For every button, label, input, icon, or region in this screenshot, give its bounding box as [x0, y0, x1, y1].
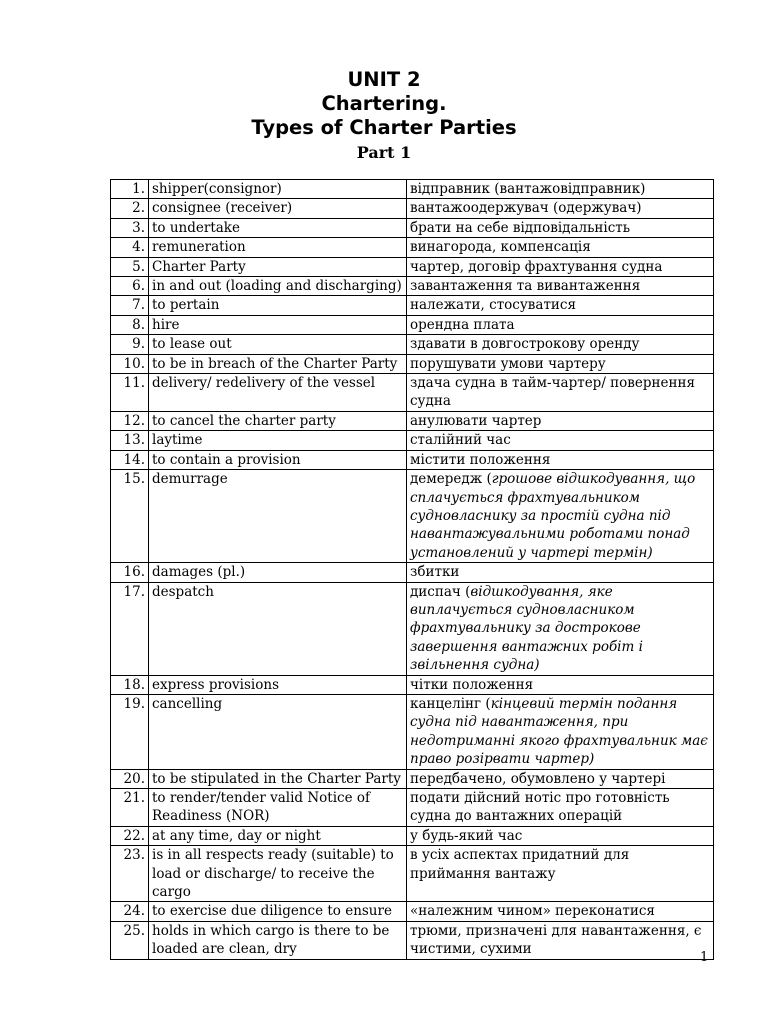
table-row — [111, 315, 714, 334]
table-row — [111, 238, 714, 257]
english-term: shipper(consignor) — [149, 180, 407, 199]
title-block — [0, 68, 768, 164]
topic-heading: Chartering. — [321, 92, 447, 115]
translation-text: брати на себе відповідальність — [410, 219, 631, 236]
ukrainian-translation — [407, 694, 714, 769]
table-row — [111, 411, 714, 430]
table-row — [111, 199, 714, 218]
translation-text: чартер, договір фрахтування судна — [410, 258, 663, 275]
ukrainian-translation — [407, 277, 714, 296]
row-number: 2. — [111, 199, 149, 218]
table-row — [111, 354, 714, 373]
english-term: to undertake — [149, 218, 407, 237]
ukrainian-translation — [407, 789, 714, 827]
english-term: damages (pl.) — [149, 563, 407, 582]
row-number: 22. — [111, 826, 149, 845]
translation-text: подати дійсний нотіс про готовність судна до вантажних операцій — [410, 790, 670, 825]
english-term: holds in which cargo is there to be loaded are clean, dry — [149, 921, 407, 959]
row-number: 20. — [111, 769, 149, 788]
table-row — [111, 694, 714, 769]
ukrainian-translation — [407, 902, 714, 921]
ukrainian-translation — [407, 411, 714, 430]
row-number: 24. — [111, 902, 149, 921]
translation-text: демередж ( — [410, 471, 492, 488]
translation-text: сталійний час — [410, 432, 511, 449]
english-term: demurrage — [149, 470, 407, 563]
row-number: 19. — [111, 694, 149, 769]
row-number: 18. — [111, 675, 149, 694]
row-number: 23. — [111, 846, 149, 902]
english-term: express provisions — [149, 675, 407, 694]
translation-text: анулювати чартер — [410, 412, 542, 429]
ukrainian-translation — [407, 354, 714, 373]
row-number: 8. — [111, 315, 149, 334]
translation-text: чітки положення — [410, 676, 534, 693]
ukrainian-translation — [407, 921, 714, 959]
table-row — [111, 563, 714, 582]
translation-text: передбачено, обумовлено у чартері — [410, 770, 666, 787]
ukrainian-translation — [407, 826, 714, 845]
translation-definition: відшкодування, яке виплачується судновласником фрахтувальнику за дострокове завершення вантажних робіт і звільнення судна) — [410, 583, 643, 674]
translation-text: відправник (вантажовідправник) — [410, 181, 646, 197]
translation-text: винагорода, компенсація — [410, 239, 591, 256]
english-term: to be in breach of the Charter Party — [149, 354, 407, 373]
table-row — [111, 180, 714, 199]
row-number: 21. — [111, 789, 149, 827]
row-number: 4. — [111, 238, 149, 257]
table-row — [111, 846, 714, 902]
page-number: 1 — [700, 950, 709, 965]
english-term: in and out (loading and discharging) — [149, 277, 407, 296]
row-number: 14. — [111, 450, 149, 469]
translation-text: орендна плата — [410, 316, 515, 333]
table-row — [111, 826, 714, 845]
english-term: consignee (receiver) — [149, 199, 407, 218]
row-number: 25. — [111, 921, 149, 959]
ukrainian-translation — [407, 769, 714, 788]
ukrainian-translation — [407, 238, 714, 257]
ukrainian-translation — [407, 431, 714, 450]
ukrainian-translation — [407, 199, 714, 218]
row-number: 10. — [111, 354, 149, 373]
table-row — [111, 257, 714, 276]
english-term: is in all respects ready (suitable) to load or discharge/ to receive the cargo — [149, 846, 407, 902]
english-term: Charter Party — [149, 257, 407, 276]
english-term: laytime — [149, 431, 407, 450]
row-number: 17. — [111, 582, 149, 675]
table-row — [111, 921, 714, 959]
ukrainian-translation — [407, 218, 714, 237]
ukrainian-translation — [407, 374, 714, 412]
table-row — [111, 335, 714, 354]
english-term: to exercise due diligence to ensure — [149, 902, 407, 921]
row-number: 15. — [111, 470, 149, 563]
translation-text: збитки — [410, 564, 460, 581]
translation-text: трюми, призначені для навантаження, є чистими, сухими — [410, 922, 702, 958]
ukrainian-translation — [407, 335, 714, 354]
english-term: to pertain — [149, 296, 407, 315]
translation-text: вантажоодержувач (одержувач) — [410, 200, 642, 217]
ukrainian-translation — [407, 470, 714, 563]
part-heading: Part 1 — [356, 143, 412, 162]
row-number: 7. — [111, 296, 149, 315]
row-number: 11. — [111, 374, 149, 412]
ukrainian-translation — [407, 563, 714, 582]
row-number: 13. — [111, 431, 149, 450]
unit-heading: UNIT 2 — [347, 68, 421, 91]
row-number: 16. — [111, 563, 149, 582]
table-row — [111, 277, 714, 296]
table-row — [111, 582, 714, 675]
row-number: 9. — [111, 335, 149, 354]
row-number: 6. — [111, 277, 149, 296]
ukrainian-translation — [407, 582, 714, 675]
translation-text: порушувати умови чартеру — [410, 355, 606, 372]
translation-text: канцелінг ( — [410, 695, 491, 712]
translation-text: диспач ( — [410, 583, 471, 600]
table-row — [111, 296, 714, 315]
english-term: remuneration — [149, 238, 407, 257]
translation-text: здача судна в тайм-чартер/ повернення судна — [410, 375, 696, 410]
ukrainian-translation — [407, 296, 714, 315]
translation-text: містити положення — [410, 451, 551, 468]
table-row — [111, 374, 714, 412]
english-term: to be stipulated in the Charter Party — [149, 769, 407, 788]
ukrainian-translation — [407, 257, 714, 276]
english-term: to cancel the charter party — [149, 411, 407, 430]
english-term: at any time, day or night — [149, 826, 407, 845]
translation-definition: кінцевий термін подання судна під навантаження, при недотриманні якого фрахтувальник має право розірвати чартер) — [410, 695, 708, 768]
english-term: to lease out — [149, 335, 407, 354]
ukrainian-translation — [407, 846, 714, 902]
table-row — [111, 470, 714, 563]
translation-text: «належним чином» переконатися — [410, 903, 655, 920]
translation-text: здавати в довгострокову оренду — [410, 336, 640, 353]
subtitle-heading: Types of Charter Parties — [251, 116, 517, 139]
translation-text: у будь-який час — [410, 827, 523, 844]
table-row — [111, 450, 714, 469]
english-term: delivery/ redelivery of the vessel — [149, 374, 407, 412]
row-number: 3. — [111, 218, 149, 237]
ukrainian-translation — [407, 180, 714, 199]
vocabulary-table — [110, 179, 714, 960]
english-term: cancelling — [149, 694, 407, 769]
english-term: hire — [149, 315, 407, 334]
translation-definition: грошове відшкодування, що сплачується фрахтувальником судновласнику за простій судна під навантажувальними роботами понад установлений у чартері термін) — [410, 471, 696, 561]
ukrainian-translation — [407, 315, 714, 334]
translation-text: в усіх аспектах придатний для приймання вантажу — [410, 847, 630, 882]
vocabulary-table-body — [111, 180, 714, 960]
translation-text: належати, стосуватися — [410, 297, 576, 314]
english-term: to contain a provision — [149, 450, 407, 469]
ukrainian-translation — [407, 450, 714, 469]
row-number: 12. — [111, 411, 149, 430]
table-row — [111, 675, 714, 694]
english-term: to render/tender valid Notice of Readiness (NOR) — [149, 789, 407, 827]
translation-text: завантаження та вивантаження — [410, 278, 641, 295]
row-number: 1. — [111, 180, 149, 199]
table-row — [111, 431, 714, 450]
table-row — [111, 789, 714, 827]
table-row — [111, 769, 714, 788]
table-row — [111, 902, 714, 921]
english-term: despatch — [149, 582, 407, 675]
ukrainian-translation — [407, 675, 714, 694]
table-row — [111, 218, 714, 237]
row-number: 5. — [111, 257, 149, 276]
